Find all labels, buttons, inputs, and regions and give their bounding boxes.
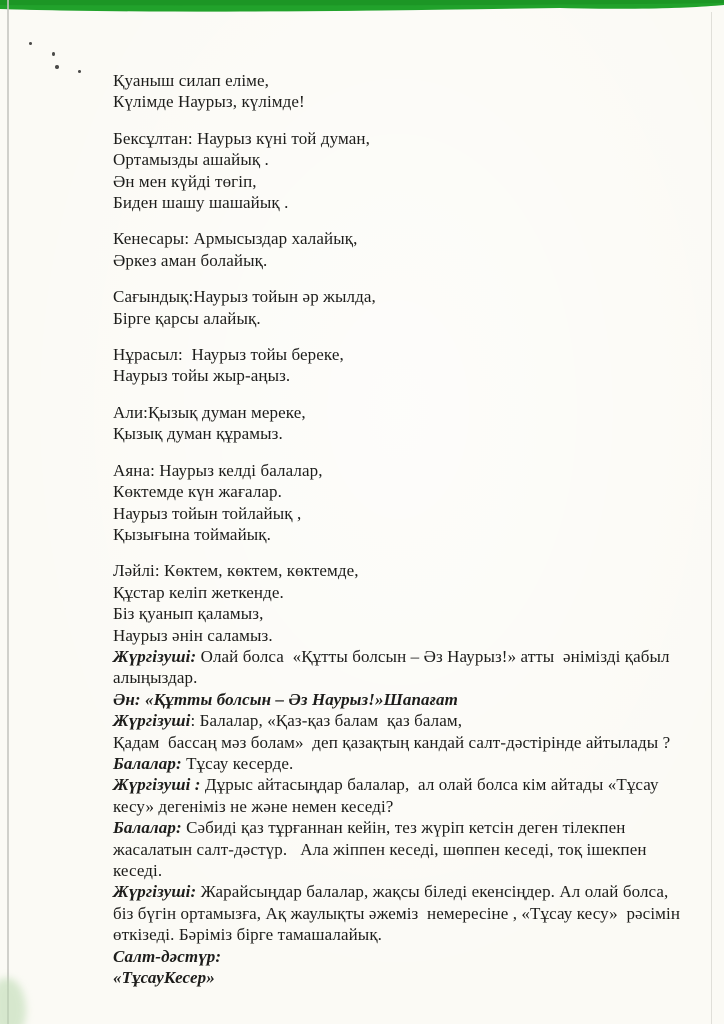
text-line <box>113 402 713 423</box>
text-line <box>113 149 713 170</box>
text-line <box>113 753 713 774</box>
text-line <box>113 460 713 481</box>
text-segment: Бірге қарсы алайық. <box>113 308 261 328</box>
text-block <box>113 286 713 329</box>
text-segment: Наурыз тойы жыр-аңыз. <box>113 366 291 386</box>
text-line <box>113 308 713 329</box>
text-segment: кеседі. <box>113 861 163 880</box>
ink-speck <box>78 70 81 73</box>
text-line <box>113 91 713 112</box>
text-segment: Биден шашу шашайық . <box>113 193 289 213</box>
text-segment: Ортамызды ашайық . <box>113 150 269 170</box>
ink-speck <box>55 65 59 69</box>
text-segment: Қуаныш силап еліме, <box>113 71 270 90</box>
text-line <box>113 924 713 945</box>
scan-green-band <box>0 0 724 16</box>
text-segment: Ән мен күйді төгіп, <box>113 171 257 191</box>
text-line <box>113 423 713 444</box>
scan-smudge <box>0 978 26 1024</box>
text-line <box>113 860 713 881</box>
text-segment: жасалатын салт-дәстүр. Ала жіппен кеседі, шөппен кеседі, тоқ ішекпен <box>113 839 647 859</box>
text-segment: Қызық думан құрамыз. <box>113 424 283 444</box>
text-line <box>113 689 713 710</box>
text-segment: Аяна: Наурыз келді балалар, <box>113 460 323 480</box>
text-line <box>113 171 713 192</box>
text-line <box>113 796 713 817</box>
text-segment: Бексұлтан: Наурыз күні той думан, <box>113 128 370 148</box>
text-segment: өткізеді. Бәріміз бірге тамашалайық. <box>113 925 383 945</box>
text-segment: Али:Қызық думан мереке, <box>113 402 306 422</box>
speaker-label: Жүргізуші: <box>113 882 197 902</box>
text-line <box>113 70 713 91</box>
text-segment: Дұрыс айтасыңдар балалар, ал олай болса кім айтады «Тұсау <box>200 775 659 795</box>
text-segment: алыңыздар. <box>113 668 198 688</box>
text-block <box>113 128 713 214</box>
text-line <box>113 817 713 838</box>
page-edge-line-left <box>7 0 9 1024</box>
text-segment: кесу» дегеніміз не және немен кеседі? <box>113 796 394 816</box>
text-segment: Қадам бассаң мәз болам» деп қазақтың кандай салт-дәстірінде айтылады ? <box>113 732 671 752</box>
text-segment: Біз қуанып қаламыз, <box>113 604 264 624</box>
text-line <box>113 524 713 545</box>
text-block <box>113 560 713 988</box>
text-block <box>113 460 713 546</box>
text-segment: Құстар келіп жеткенде. <box>113 582 284 602</box>
text-block <box>113 228 713 271</box>
text-line <box>113 774 713 795</box>
text-line <box>113 646 713 667</box>
text-line <box>113 967 713 988</box>
speaker-label: Салт-дәстүр: <box>113 946 222 966</box>
text-block <box>113 70 713 113</box>
green-band-shape <box>0 0 724 16</box>
speaker-label: Жүргізуші : <box>113 775 201 795</box>
text-line <box>113 192 713 213</box>
text-segment: Нұрасыл: Наурыз тойы береке, <box>113 345 344 365</box>
text-line <box>113 710 713 731</box>
text-line <box>113 603 713 624</box>
speaker-label: Балалар: <box>113 818 182 838</box>
text-line <box>113 286 713 307</box>
text-line <box>113 667 713 688</box>
speaker-label: Жүргізуші <box>113 711 191 731</box>
text-block <box>113 402 713 445</box>
text-line <box>113 839 713 860</box>
text-segment: Тұсау кесерде. <box>181 753 294 773</box>
text-segment: Күлімде Наурыз, күлімде! <box>113 92 305 112</box>
text-segment: Сәбиді қаз тұрғаннан кейін, тез жүріп кетсін деген тілекпен <box>181 818 626 838</box>
text-line <box>113 560 713 581</box>
speaker-label: Жүргізуші: <box>113 646 197 666</box>
text-line <box>113 250 713 271</box>
text-line <box>113 365 713 386</box>
text-line <box>113 946 713 967</box>
text-segment: Наурыз әнін саламыз. <box>113 625 273 645</box>
speaker-label: Балалар: <box>113 753 182 773</box>
text-segment: Қызығына тоймайық. <box>113 524 272 544</box>
text-segment: Кенесары: Армысыздар халайық, <box>113 229 358 249</box>
text-segment: Олай болса «Құтты болсын – Әз Наурыз!» атты әнімізді қабыл <box>196 646 670 666</box>
text-line <box>113 582 713 603</box>
text-block <box>113 344 713 387</box>
text-line <box>113 732 713 753</box>
text-line <box>113 228 713 249</box>
ink-speck <box>29 42 32 45</box>
text-segment: Көктемде күн жағалар. <box>113 482 282 502</box>
text-segment: Ләйлі: Көктем, көктем, көктемде, <box>113 561 359 581</box>
text-line <box>113 625 713 646</box>
speaker-label: Ән: «Құтты болсын – Әз Наурыз!»Шапағат <box>113 689 458 709</box>
ink-speck <box>52 52 55 56</box>
text-segment: : Балалар, «Қаз-қаз балам қаз балам, <box>190 711 463 731</box>
text-line <box>113 881 713 902</box>
text-line <box>113 903 713 924</box>
text-segment: Сағындық:Наурыз тойын әр жылда, <box>113 287 376 307</box>
speaker-label: «ТұсауКесер» <box>113 968 215 988</box>
text-line <box>113 481 713 502</box>
text-line <box>113 344 713 365</box>
text-segment: Наурыз тойын тойлайық , <box>113 503 302 523</box>
document-text <box>113 70 713 988</box>
text-segment: біз бүгін ортамызға, Ақ жаулықты әжеміз немересіне , «Тұсау кесу» рәсімін <box>113 903 681 923</box>
text-line <box>113 503 713 524</box>
text-line <box>113 128 713 149</box>
text-segment: Әркез аман болайық. <box>113 250 268 270</box>
text-segment: Жарайсыңдар балалар, жақсы біледі екенсіңдер. Ал олай болса, <box>196 882 669 902</box>
